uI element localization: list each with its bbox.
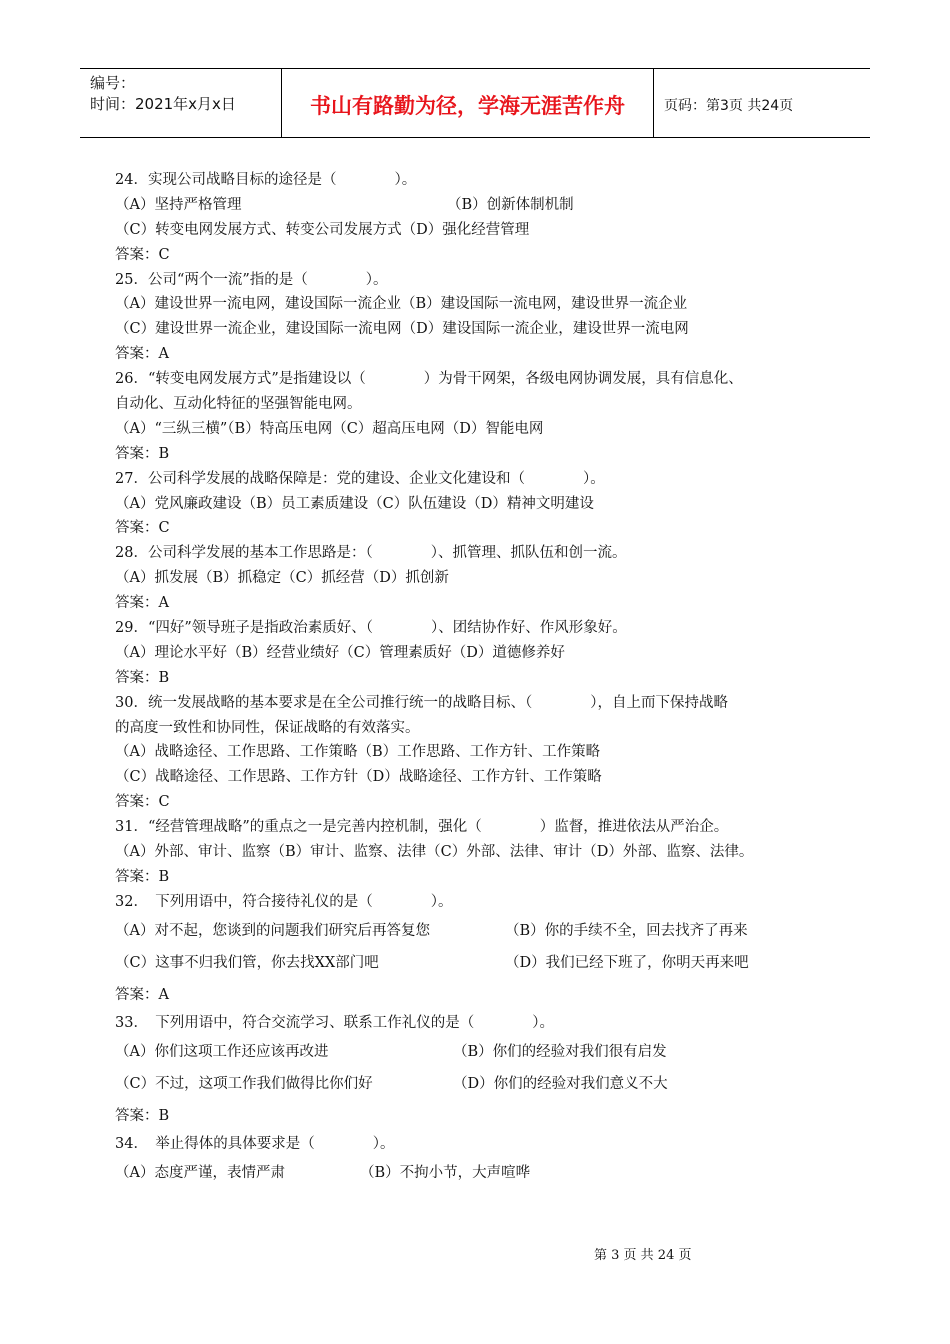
answer-line: 答案：B xyxy=(115,669,170,686)
text-line: 26．“转变电网发展方式”是指建设以（ ）为骨干网架，各级电网协调发展，具有信息化、 xyxy=(115,371,743,388)
answer-line: 答案：A xyxy=(115,986,169,1003)
answer-line: 答案：C xyxy=(115,520,170,537)
option-line xyxy=(115,1157,855,1189)
option-right: （B）你们的经验对我们很有启发 xyxy=(453,1043,667,1060)
option-left: （A）坚持严格管理 xyxy=(115,196,242,213)
option-right: （B）创新体制机制 xyxy=(447,196,574,213)
answer-line: 答案：C xyxy=(115,794,170,811)
option-left: （A）态度严谨，表情严肃 xyxy=(115,1164,285,1181)
text-line: 24．实现公司战略目标的途径是（ ）。 xyxy=(115,172,417,188)
header-motto: 书山有路勤为径，学海无涯苦作舟 xyxy=(282,69,654,137)
text-line: 25．公司“两个一流”指的是（ ）。 xyxy=(115,271,388,288)
page-header xyxy=(80,68,870,138)
text-line: 34． 举止得体的具体要求是（ ）。 xyxy=(115,1135,395,1152)
text-line: 28．公司科学发展的基本工作思路是：（ ）、抓管理、抓队伍和创一流。 xyxy=(115,545,627,562)
option-right: （D）我们已经下班了，你明天再来吧 xyxy=(505,954,749,971)
option-line: （A）外部、审计、监察（B）审计、监察、法律（C）外部、法律、审计（D）外部、监察、法律。 xyxy=(115,844,754,861)
option-line xyxy=(115,1068,855,1100)
text-line: 30．统一发展战略的基本要求是在全公司推行统一的战略目标、（ ），自上而下保持战略 xyxy=(115,694,728,711)
option-line: （A）建设世界一流电网，建设国际一流企业（B）建设国际一流电网，建设世界一流企业 xyxy=(115,296,688,313)
answer-line: 答案：C xyxy=(115,246,170,263)
option-line: （A）党风廉政建设（B）员工素质建设（C）队伍建设（D）精神文明建设 xyxy=(115,495,594,512)
text-line: 33． 下列用语中，符合交流学习、联系工作礼仪的是（ ）。 xyxy=(115,1014,554,1031)
answer-line: 答案：B xyxy=(115,1107,170,1124)
option-right: （B）不拘小节，大声喧哗 xyxy=(360,1164,531,1181)
text-line: 的高度一致性和协同性，保证战略的有效落实。 xyxy=(115,719,420,736)
text-line: 29．“四好”领导班子是指政治素质好、（ ）、团结协作好、作风形象好。 xyxy=(115,620,627,637)
option-line: （C）战略途径、工作思路、工作方针（D）战略途径、工作方针、工作策略 xyxy=(115,769,602,786)
text-line: 27．公司科学发展的战略保障是：党的建设、企业文化建设和（ ）。 xyxy=(115,470,605,487)
option-right: （B）你的手续不全，回去找齐了再来 xyxy=(505,922,748,939)
option-line xyxy=(115,915,855,947)
question-content xyxy=(115,168,855,1189)
answer-line: 答案：A xyxy=(115,595,169,612)
document-time-label: 时间：2021年x月x日 xyxy=(90,95,236,113)
option-line: （A）战略途径、工作思路、工作策略（B）工作思路、工作方针、工作策略 xyxy=(115,744,601,761)
option-line xyxy=(115,1036,855,1068)
header-meta xyxy=(80,69,282,137)
option-line: （C）转变电网发展方式、转变公司发展方式（D）强化经营管理 xyxy=(115,221,530,238)
answer-line: 答案：A xyxy=(115,346,169,363)
option-line: （A）“三纵三横”（B）特高压电网（C）超高压电网（D）智能电网 xyxy=(115,420,544,437)
option-line: （A）抓发展（B）抓稳定（C）抓经营（D）抓创新 xyxy=(115,570,449,587)
option-left: （A）你们这项工作还应该再改进 xyxy=(115,1043,329,1060)
text-line: 32． 下列用语中，符合接待礼仪的是（ ）。 xyxy=(115,893,453,910)
answer-line: 答案：B xyxy=(115,445,170,462)
option-line: （A）理论水平好（B）经营业绩好（C）管理素质好（D）道德修养好 xyxy=(115,644,565,661)
option-left: （C）不过，这项工作我们做得比你们好 xyxy=(115,1075,373,1092)
document-number-label: 编号： xyxy=(90,74,136,92)
option-line: （C）建设世界一流企业，建设国际一流电网（D）建设国际一流企业，建设世界一流电网 xyxy=(115,321,689,338)
answer-line: 答案：B xyxy=(115,868,170,885)
text-line: 自动化、互动化特征的坚强智能电网。 xyxy=(115,396,362,413)
header-page-info: 页码：第3页 共24页 xyxy=(664,98,794,114)
option-line xyxy=(115,947,855,979)
option-left: （A）对不起，您谈到的问题我们研究后再答复您 xyxy=(115,922,430,939)
page-footer: 第 3 页 共 24 页 xyxy=(594,1248,692,1263)
text-line: 31．“经营管理战略”的重点之一是完善内控机制，强化（ ）监督，推进依法从严治企。 xyxy=(115,819,729,836)
option-left: （C）这事不归我们管，你去找XX部门吧 xyxy=(115,954,379,971)
option-right: （D）你们的经验对我们意义不大 xyxy=(453,1075,668,1092)
option-line xyxy=(115,193,855,218)
